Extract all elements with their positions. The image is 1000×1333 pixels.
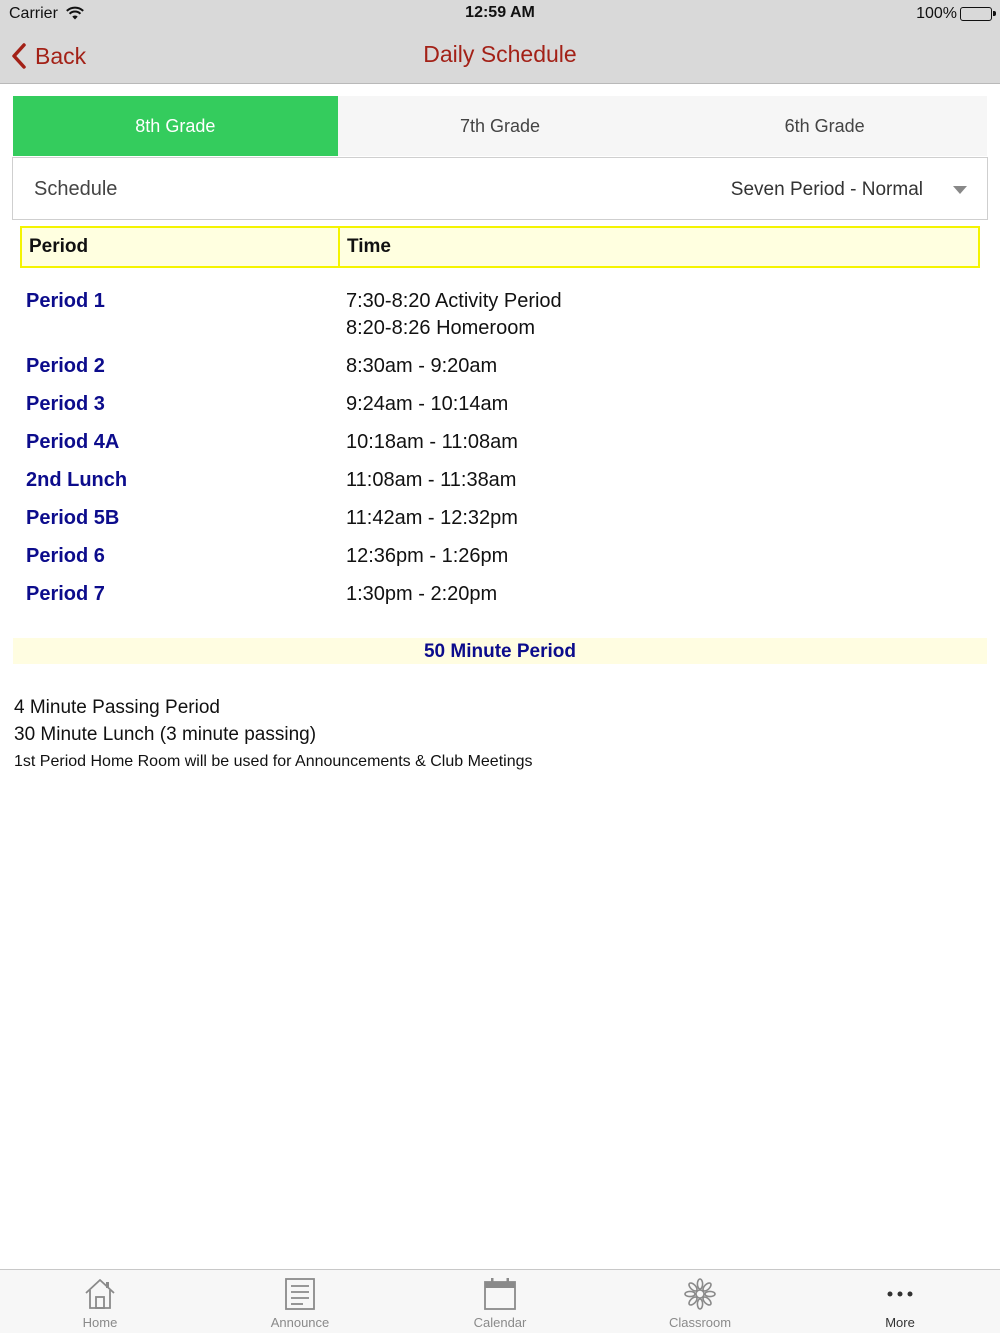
note-homeroom: 1st Period Home Room will be used for Announcements & Club Meetings bbox=[14, 753, 533, 770]
table-row bbox=[26, 429, 976, 456]
tabbar-item-announce[interactable] bbox=[200, 1270, 400, 1333]
status-bar bbox=[0, 0, 1000, 28]
note-passing-period: 4 Minute Passing Period bbox=[14, 697, 220, 718]
table-header bbox=[20, 226, 980, 268]
time-line: 9:24am - 10:14am bbox=[346, 393, 509, 415]
schedule-table bbox=[26, 288, 976, 619]
period-time bbox=[346, 505, 518, 532]
table-row bbox=[26, 505, 976, 532]
tabbar-label: Home bbox=[82, 1315, 118, 1330]
tabbar-label: Calendar bbox=[473, 1315, 527, 1330]
period-length-note: 50 Minute Period bbox=[13, 638, 987, 664]
period-name: Period 3 bbox=[26, 393, 105, 415]
time-line: 7:30-8:20 Activity Period bbox=[346, 290, 562, 312]
grade-tabs bbox=[13, 96, 987, 156]
table-row bbox=[26, 467, 976, 494]
caret-down-icon bbox=[953, 186, 967, 194]
time-line: 11:08am - 11:38am bbox=[346, 469, 517, 491]
time-line: 10:18am - 11:08am bbox=[346, 431, 518, 453]
tabbar-label: Announce bbox=[270, 1315, 330, 1330]
period-name: Period 4A bbox=[26, 431, 120, 453]
period-name: Period 7 bbox=[26, 583, 105, 605]
time-line: 8:20-8:26 Homeroom bbox=[346, 317, 535, 339]
time-line: 8:30am - 9:20am bbox=[346, 355, 498, 377]
table-row bbox=[26, 391, 976, 418]
classroom-icon bbox=[683, 1277, 717, 1311]
tabbar-label: Classroom bbox=[668, 1315, 732, 1330]
schedule-value: Seven Period - Normal bbox=[730, 179, 923, 200]
period-time bbox=[346, 353, 497, 380]
schedule-dropdown[interactable] bbox=[731, 177, 967, 203]
period-time bbox=[346, 288, 562, 342]
period-time bbox=[346, 581, 497, 608]
bottom-tab-bar bbox=[0, 1269, 1000, 1333]
calendar-icon bbox=[483, 1277, 517, 1311]
table-row bbox=[26, 288, 976, 342]
period-time bbox=[346, 429, 518, 456]
period-time bbox=[346, 543, 508, 570]
tab-7th-grade[interactable]: 7th Grade bbox=[459, 115, 541, 136]
battery-percent: 100% bbox=[916, 5, 957, 22]
tabbar-item-home[interactable] bbox=[0, 1270, 200, 1333]
schedule-selector-row bbox=[12, 157, 988, 220]
announce-icon bbox=[283, 1277, 317, 1311]
top-bar bbox=[0, 0, 1000, 84]
status-time: 12:59 AM bbox=[465, 4, 535, 21]
header-period: Period bbox=[20, 226, 340, 268]
back-label: Back bbox=[35, 42, 87, 69]
battery-icon bbox=[960, 7, 992, 21]
period-name: Period 6 bbox=[26, 545, 105, 567]
period-name: Period 1 bbox=[26, 290, 105, 312]
schedule-label: Schedule bbox=[34, 178, 118, 200]
time-line: 1:30pm - 2:20pm bbox=[346, 583, 498, 605]
tabbar-item-calendar[interactable] bbox=[400, 1270, 600, 1333]
tabbar-item-more[interactable] bbox=[800, 1270, 1000, 1333]
period-time bbox=[346, 467, 516, 494]
tab-8th-grade[interactable]: 8th Grade bbox=[13, 96, 338, 156]
tabbar-label: More bbox=[885, 1315, 915, 1330]
time-line: 11:42am - 12:32pm bbox=[346, 507, 518, 529]
tabbar-item-classroom[interactable] bbox=[600, 1270, 800, 1333]
carrier-label: Carrier bbox=[9, 5, 58, 22]
period-name: Period 2 bbox=[26, 355, 105, 377]
time-line: 12:36pm - 1:26pm bbox=[346, 545, 509, 567]
table-row bbox=[26, 543, 976, 570]
period-name: 2nd Lunch bbox=[26, 469, 128, 491]
table-row bbox=[26, 353, 976, 380]
home-icon bbox=[83, 1277, 117, 1311]
tab-6th-grade[interactable]: 6th Grade bbox=[784, 115, 865, 136]
table-row bbox=[26, 581, 976, 608]
schedule-notes bbox=[14, 694, 984, 776]
page-title: Daily Schedule bbox=[423, 41, 577, 67]
period-time bbox=[346, 391, 508, 418]
header-time: Time bbox=[340, 226, 980, 268]
more-icon bbox=[883, 1277, 917, 1311]
note-lunch: 30 Minute Lunch (3 minute passing) bbox=[14, 724, 317, 745]
period-name: Period 5B bbox=[26, 507, 120, 529]
